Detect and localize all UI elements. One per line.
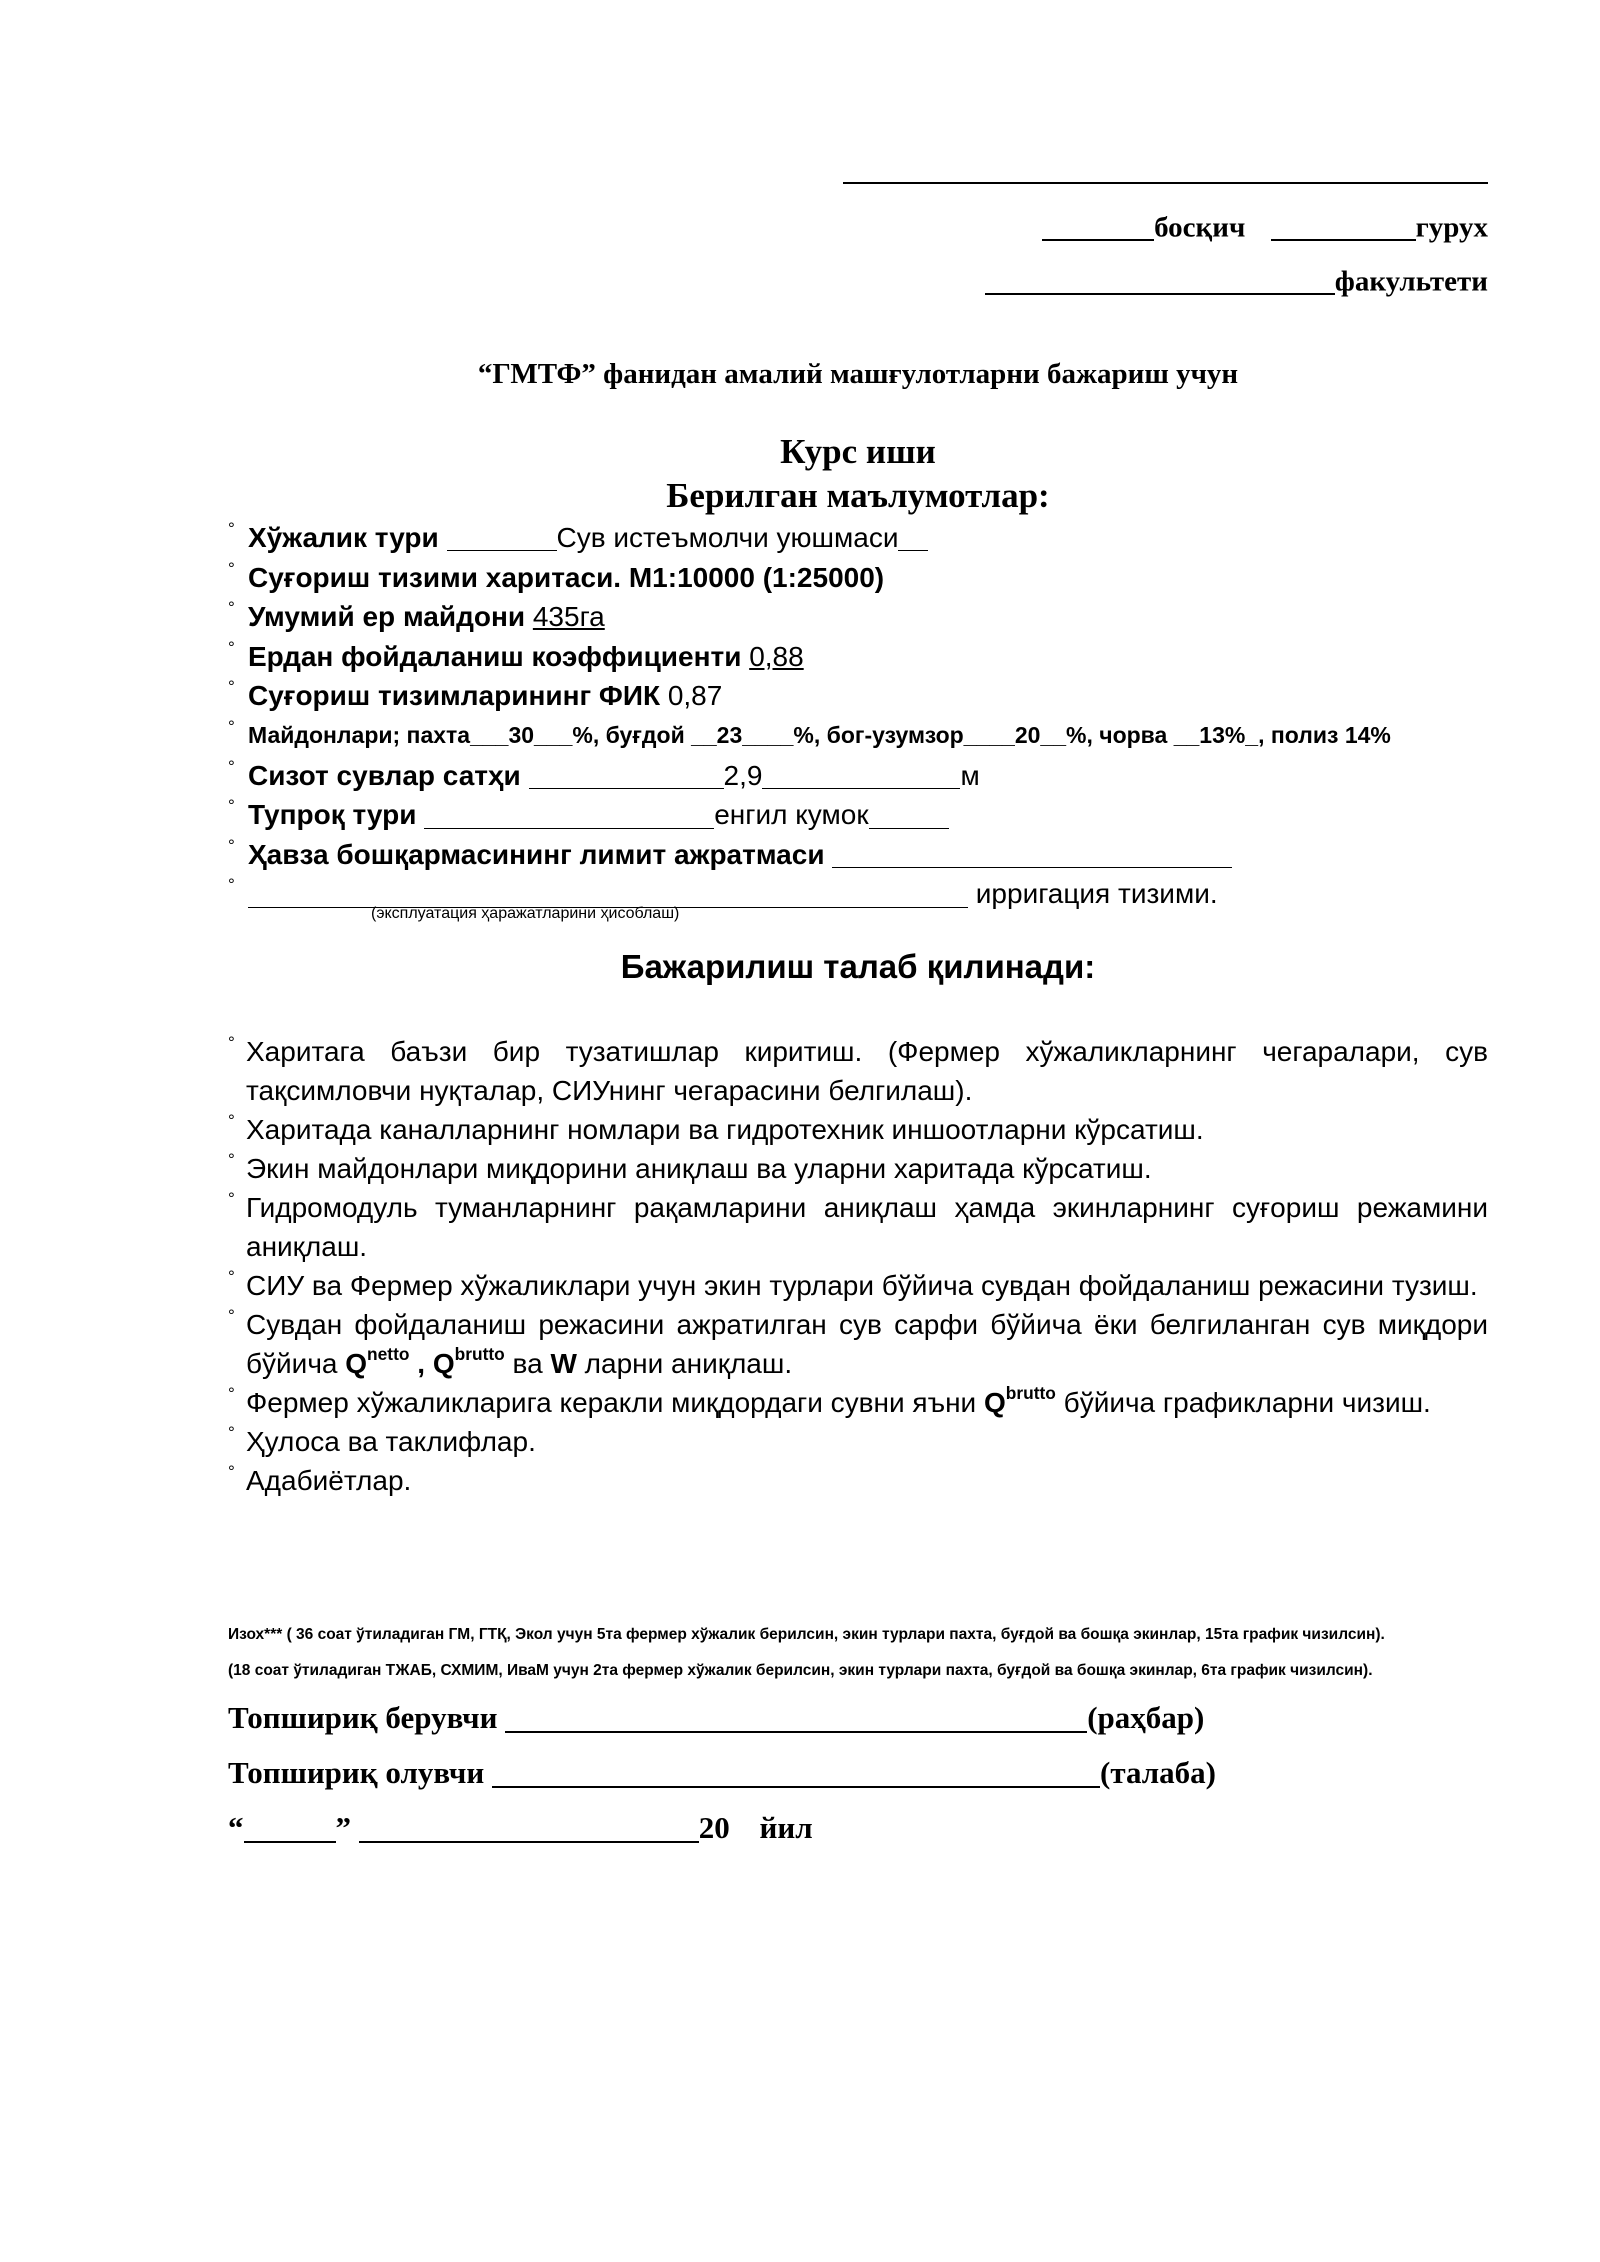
item-value: 2,9	[723, 759, 763, 791]
item-label: Ҳавза бошқармасининг лимит ажратмаси	[248, 838, 833, 870]
task-giver-line	[228, 1700, 1204, 1736]
item-value: Сувдан фойдаланиш режасини ажратилган сув сарфи бўйича ёки белгиланган сув миқдори бўйича	[246, 1309, 1488, 1379]
superscript: netto	[367, 1343, 410, 1364]
item-value: Экин майдонлари миқдорини аниқлаш ва уларни харитада кўрсатиш.	[246, 1153, 1152, 1184]
required-item	[228, 1422, 1488, 1461]
close-quote: ”	[335, 1810, 351, 1846]
item-label: Q	[983, 1387, 1006, 1418]
footnote-line-2: (18 соат ўтиладиган ТЖАБ, СХМИМ, ИваМ учун 2та фермер хўжалик берилсин, экин турлари пахта, буғдой ва бошқа экинлар, 6та график чизилсин).	[228, 1662, 1373, 1679]
item-label: Тупроқ тури	[248, 799, 425, 831]
item-label: Q	[345, 1348, 368, 1379]
bullet-icon: °	[228, 1306, 235, 1325]
item-value: ларни аниқлаш.	[576, 1348, 793, 1379]
given-data-item	[228, 835, 1490, 875]
required-heading: Бажарилиш талаб қилинади:	[620, 948, 1096, 985]
given-data-list	[228, 518, 1490, 914]
fill-blank	[832, 839, 1232, 868]
given-data-item	[228, 756, 1490, 796]
required-item	[228, 1383, 1488, 1422]
fill-blank	[424, 800, 714, 829]
stage-group-line	[1042, 210, 1488, 244]
given-data-item	[228, 637, 1490, 677]
date-line	[228, 1810, 813, 1846]
task-receiver-signature-blank	[492, 1755, 1100, 1788]
bullet-icon: °	[228, 875, 235, 895]
item-value: енгил кумок	[714, 799, 869, 831]
item-value: м	[960, 759, 980, 791]
item-value: ирригация тизими.	[968, 878, 1218, 910]
given-data-item	[228, 676, 1490, 716]
required-list	[228, 1032, 1488, 1500]
required-item	[228, 1461, 1488, 1500]
bullet-icon: °	[228, 756, 235, 776]
task-receiver-label: Топшириқ олувчи	[228, 1755, 493, 1791]
subject-line: “ГМТФ” фанидан амалий машғулотларни бажариш учун	[477, 358, 1239, 390]
item-label: Хўжалик тури	[248, 522, 447, 553]
faculty-blank	[985, 264, 1335, 295]
item-label: W	[550, 1348, 577, 1379]
given-data-item	[228, 597, 1490, 637]
fill-blank	[898, 522, 928, 551]
bullet-icon: °	[228, 1189, 235, 1208]
item-value: 0,87	[667, 680, 723, 712]
bullet-icon: °	[228, 677, 235, 697]
task-giver-signature-blank	[505, 1700, 1087, 1733]
footnote-line-1: Изох*** ( 36 соат ўтиладиган ГМ, ГТҚ, Экол учун 5та фермер хўжалик берилсин, экин турлари пахта, буғдой ва бошқа экинлар, 15та график чизилсин).	[228, 1626, 1385, 1643]
item-label: ,	[409, 1348, 433, 1379]
bullet-icon: °	[228, 519, 235, 538]
year-word: йил	[759, 1810, 813, 1846]
group-blank	[1271, 210, 1416, 241]
item-value: Адабиётлар.	[246, 1465, 412, 1496]
item-label: Умумий ер майдони	[248, 601, 533, 633]
item-label: Ердан фойдаланиш коэффициенти	[248, 640, 750, 672]
document-title: Курс иши	[780, 432, 936, 471]
required-item	[228, 1110, 1488, 1149]
item-value: Сув истеъмолчи уюшмаси	[556, 522, 899, 553]
bullet-icon: °	[228, 1384, 235, 1403]
open-quote: “	[228, 1810, 244, 1846]
given-data-heading: Берилган маълумотлар:	[666, 476, 1050, 515]
item-value: 0,88	[749, 640, 804, 672]
bullet-icon: °	[228, 1267, 235, 1286]
superscript: brutto	[454, 1343, 505, 1364]
item-value: 435га	[532, 601, 605, 633]
task-receiver-role: (талаба)	[1100, 1755, 1216, 1791]
given-data-item	[228, 716, 1490, 756]
item-value: Харитада каналларнинг номлари ва гидротехник иншоотларни кўрсатиш.	[246, 1114, 1204, 1145]
fill-blank	[529, 760, 724, 789]
item-value: ва	[504, 1348, 551, 1379]
stage-label: босқич	[1154, 211, 1246, 244]
day-blank	[244, 1810, 336, 1843]
header-name-line	[843, 182, 1488, 184]
item-value: Ҳулоса ва таклифлар.	[246, 1426, 536, 1457]
bullet-icon: °	[228, 637, 235, 657]
stage-blank	[1042, 210, 1154, 241]
item-value: бўйича графикларни чизиш.	[1055, 1387, 1431, 1418]
bullet-icon: °	[228, 1462, 235, 1481]
item-label: Майдонлари; пахта___30___%, буғдой __23____%, бoг-узумзор____20__%, чорва __13%_, полиз 14%	[248, 721, 1391, 748]
superscript: brutto	[1005, 1382, 1056, 1403]
task-receiver-line	[228, 1755, 1216, 1791]
bullet-icon: °	[228, 716, 235, 736]
given-data-item	[228, 558, 1490, 598]
faculty-label: факультети	[1334, 265, 1488, 298]
bullet-icon: °	[228, 796, 235, 816]
group-label: гурух	[1415, 211, 1488, 244]
fill-blank	[869, 800, 949, 829]
bullet-icon: °	[228, 1111, 235, 1130]
item-value: Харитага баъзи бир тузатишлар киритиш. (Фермер хўжаликларнинг чегаралари, сув тақсимловчи нуқталар, СИУнинг чегарасини белгилаш).	[246, 1036, 1488, 1106]
required-item	[228, 1188, 1488, 1266]
item-label: Q	[432, 1348, 455, 1379]
item-label: Суғориш тизими харитаси. М1:10000 (1:25000)	[248, 561, 885, 593]
fill-blank	[248, 879, 968, 908]
required-item	[228, 1032, 1488, 1110]
fill-blank	[447, 522, 557, 551]
given-data-item	[228, 518, 1490, 558]
bullet-icon: °	[228, 1033, 235, 1052]
item-label: Суғориш тизимларининг ФИК	[248, 680, 668, 712]
fill-blank	[762, 760, 960, 789]
item-value: СИУ ва Фермер хўжаликлари учун экин турлари бўйича сувдан фойдаланиш режасини тузиш.	[246, 1270, 1478, 1301]
bullet-icon: °	[228, 1423, 235, 1442]
required-item	[228, 1305, 1488, 1383]
task-giver-label: Топшириқ берувчи	[228, 1700, 506, 1736]
item-value: Гидромодуль туманларнинг рақамларини аниқлаш ҳамда экинларнинг суғориш режамини аниқлаш.	[246, 1192, 1488, 1262]
century-label: 20	[698, 1810, 730, 1846]
task-giver-role: (раҳбар)	[1087, 1700, 1205, 1736]
bullet-icon: °	[228, 1150, 235, 1169]
faculty-line	[985, 264, 1488, 298]
given-data-note: (эксплуатация ҳаражатларини ҳисоблаш)	[371, 905, 680, 922]
bullet-icon: °	[228, 835, 235, 855]
bullet-icon: °	[228, 558, 235, 578]
required-item	[228, 1266, 1488, 1305]
item-label: Сизот сувлар сатҳи	[248, 759, 529, 791]
item-value: Фермер хўжаликларига керакли миқдордаги сувни яъни	[246, 1387, 984, 1418]
required-item	[228, 1149, 1488, 1188]
month-blank	[359, 1810, 699, 1843]
bullet-icon: °	[228, 598, 235, 618]
given-data-item	[228, 795, 1490, 835]
